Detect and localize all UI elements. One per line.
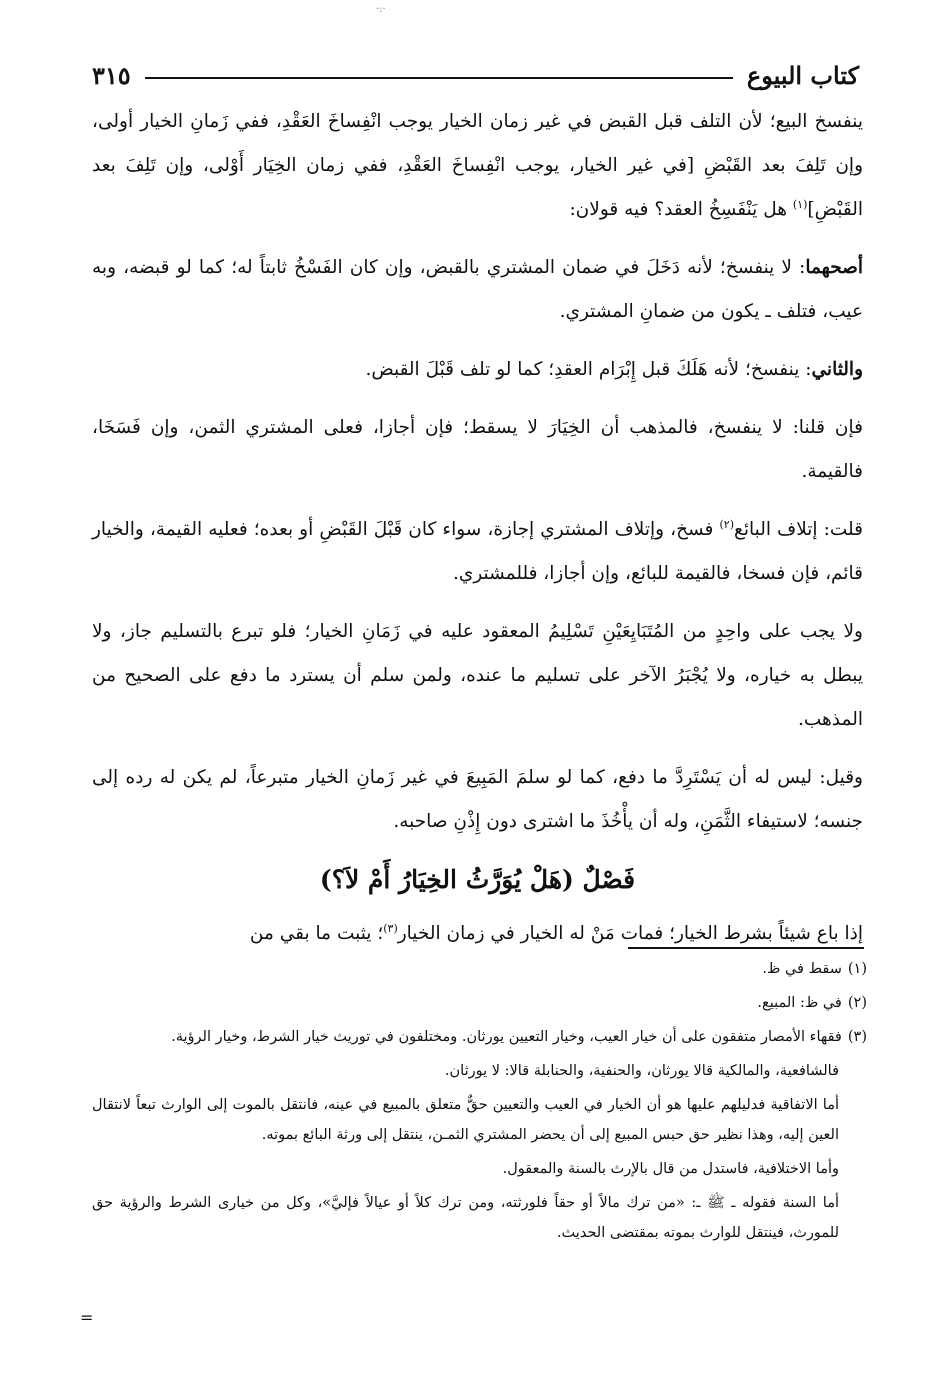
book-title: كتاب البيوع [746,60,859,90]
footnote-ref-3: (٣) [383,921,398,935]
paragraph-3: والثاني: ينفسخ؛ لأنه هَلَكَ قبل إِبْرَام العقدِ؛ كما لو تلف قَبْلَ القبض. [365,359,863,380]
footnote-2: (٢)في ظ: المبيع. [757,995,867,1011]
footnote-ref-2: (٢) [719,517,734,531]
lead-word: والثاني [811,359,863,380]
footnote-3-part-3: أما الاتفاقية فدليلهم عليها هو أن الخيار في العيب والتعيين حقٌّ متعلق بالمبيع في عينه، فانتقل بالموت إلى الوارث تبعاً لانتقال العين إليه، وهذا نظير حق حبس المبيع إلى أن يحضر المشتري الثمـن، ينتقل إلى ورثة البائع بموته. [92,1097,839,1143]
footnote-ref-1: (١) [792,197,808,211]
paragraph-5: قلت: إتلاف البائع$^{(٢)}$ فسخ، وإتلاف المشتري إجازة، سواء كان قَبْلَ القَبْضِ أو بعده؛ فعليه القيمة، والخيار قائم، فإن فسخا، فالقيمة للبائع، وإن أجازا، فللمشتري. [92,517,864,584]
paragraph-4: فإن قلنا: لا ينفسخ، فالمذهب أن الخِيَارَ لا يسقط؛ فإن أجازا، فعلى المشتري الثمن، وإن فَسَخَا، فالقيمة. [92,417,863,482]
continuation-mark: = [80,1308,94,1327]
page-number: ٣١٥ [92,60,131,90]
paragraph-7: وقيل: ليس له أن يَسْتَرِدَّ ما دفع، كما لو سلمَ المَبِيعَ في غير زَمانِ الخيار متبرعاً، لم يكن له رده إلى جنسه؛ لاستيفاء الثَّمَنِ، وله أن يأْخُذَ ما اشترى دون إِذْنِ صاحبه. [92,767,863,832]
paragraph-2: أصحهما: لا ينفسخ؛ لأنه دَخَلَ في ضمان المشتري بالقبض، وإن كان الفَسْخُ ثابتاً له؛ كما لو قبضه، وبه عيب، فتلف ـ يكون من ضمانِ المشتري. [92,257,863,322]
footnotes [92,954,867,1252]
section-heading: فَصْلٌ (هَلْ يُوَرَّثُ الخِيَارُ أَمْ لاَ؟) [319,865,636,894]
paragraph-6: ولا يجب على واحِدٍ من المُتَبَايِعَيْنِ تَسْلِيمُ المعقود عليه في زَمَانِ الخيار؛ فلو تبرع بالتسليم جاز، ولا يبطل به خياره، ولا يُجْبَرُ الآخر على تسليم ما عنده، ولمن سلم أن يسترد ما دفع على الصحيح من المذهب. [92,621,863,730]
footnote-separator [628,947,864,949]
header-rule [145,77,733,79]
paragraph-1: ينفسخ البيع؛ لأن التلف قبل القبض في غير زمان الخيار يوجب انْفِساخَ العَقْدِ، ففي زَمانِ الخيار أولى، وإن تَلِفَ بعد القَبْضِ [في غير الخيار، يوجب انْفِساخَ العَقْدِ، ففي زمان الخِيَار أَوْلى، وإن تَلِفَ بعد القَبْضِ]$^{(١)}$ هل يَنْفَسِخُ العقد؟ فيه قولان: [92,111,863,220]
scan-specks: ·:· [376,4,386,15]
main-text [92,100,863,970]
footnote-3-part-2: فالشافعية، والمالكية قالا يورثان، والحنفية، والحنابلة قالا: لا يورثان. [444,1063,839,1079]
footnote-1: (١)سقط في ظ. [762,961,867,977]
running-header [92,60,859,90]
footnote-3-part-4: وأما الاختلافية، فاستدل من قال بالإرث بالسنة والمعقول. [502,1161,839,1177]
footnote-3: (٣)فقهاء الأمصار متفقون على أن خيار العيب، وخيار التعيين يورثان. ومختلفون في توريث خيار الشرط، وخيار الرؤية. [171,1029,867,1045]
footnote-3-part-5: أما السنة فقوله ـ ﷺ ـ: «من ترك مالاً أو حقاً فلورثته، ومن ترك كلاً أو عيالاً فإليَّ»، وكل من خيارى الشرط والرؤية حق للمورث، فينتقل للوارث بموته بمقتضى الحديث. [92,1195,839,1241]
paragraph-8: إذا باع شيئاً بشرط الخيار؛ فمات مَنْ له الخيار في زمان الخيار$^{(٣)}$؛ يثبت ما بقي من [249,921,863,944]
lead-word: أصحهما [805,257,863,278]
